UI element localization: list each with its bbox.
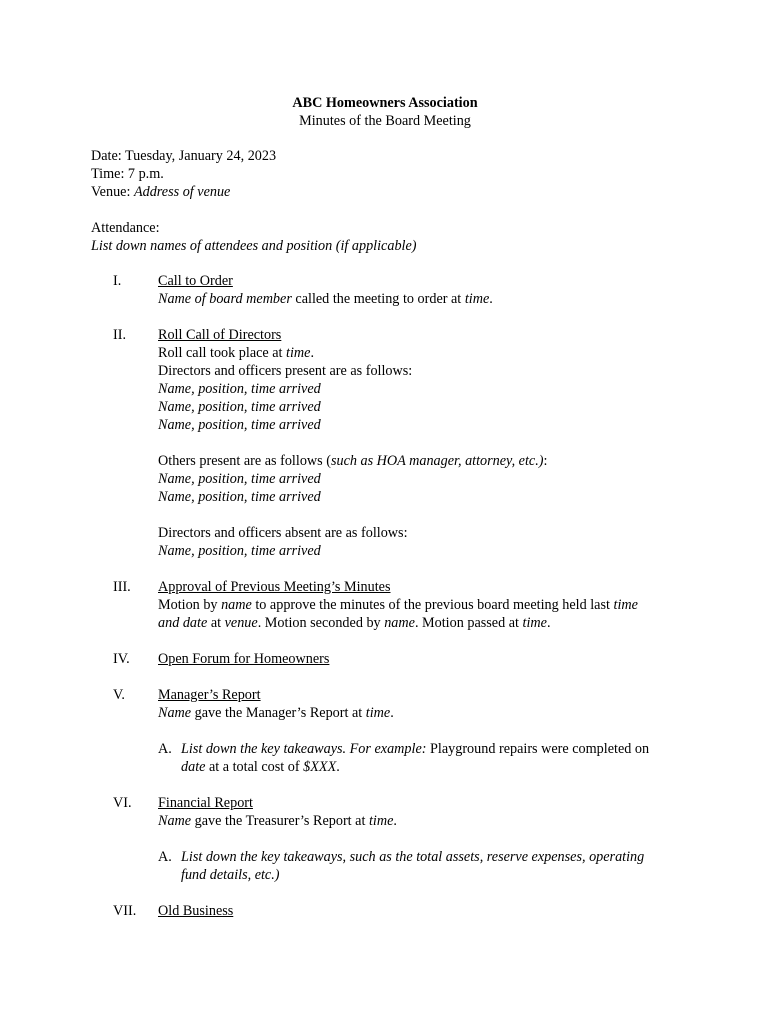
meeting-details (91, 147, 691, 201)
section-text: Name gave the Manager’s Report at time. (158, 705, 394, 721)
section-roll-call (91, 326, 691, 560)
section-managers-report (91, 686, 691, 776)
section-text: Others present are as follows (such as HOA manager, attorney, etc.): (158, 453, 548, 469)
section-number: VI. (113, 795, 132, 811)
list-item-letter: A. (158, 849, 172, 865)
section-text: Roll call took place at time. (158, 345, 315, 361)
venue-label: Venue: (91, 184, 134, 200)
section-number: III. (113, 579, 131, 595)
meeting-time: Time: 7 p.m. (91, 166, 164, 182)
attendee-entry: Name, position, time arrived (158, 399, 321, 415)
section-title: Manager’s Report (158, 687, 261, 703)
attendance-hint: List down names of attendees and position (if applicable) (91, 238, 417, 254)
section-approval-minutes (91, 578, 691, 632)
attendance-label: Attendance: (91, 220, 160, 236)
list-item: A. List down the key takeaways. For example: Playground repairs were completed on date at a total cost of $XXX. (158, 741, 650, 775)
section-text: Directors and officers absent are as follows: (158, 525, 408, 541)
section-number: IV. (113, 651, 130, 667)
section-open-forum (91, 650, 691, 668)
attendee-entry: Name, position, time arrived (158, 417, 321, 433)
section-title: Old Business (158, 903, 234, 919)
attendance-block (91, 219, 691, 255)
attendee-entry: Name, position, time arrived (158, 381, 321, 397)
section-title: Approval of Previous Meeting’s Minutes (158, 579, 391, 595)
meeting-date: Date: Tuesday, January 24, 2023 (91, 148, 277, 164)
list-item: A. List down the key takeaways, such as the total assets, reserve expenses, operating fund details, etc.) (158, 849, 645, 883)
section-text: and date at venue. Motion seconded by name. Motion passed at time. (158, 615, 551, 631)
section-title: Open Forum for Homeowners (158, 651, 330, 667)
section-financial-report (91, 794, 691, 884)
section-text: Motion by name to approve the minutes of the previous board meeting held last time (158, 597, 638, 613)
meeting-venue (91, 183, 691, 201)
section-title: Financial Report (158, 795, 253, 811)
section-title: Call to Order (158, 273, 233, 289)
section-text: Name of board member called the meeting to order at time. (158, 291, 493, 307)
section-call-to-order (91, 272, 691, 308)
section-old-business (91, 902, 691, 920)
section-number: V. (113, 687, 125, 703)
list-item-letter: A. (158, 741, 172, 757)
section-number: I. (113, 273, 122, 289)
document-header (0, 94, 770, 130)
attendee-entry: Name, position, time arrived (158, 471, 321, 487)
section-number: VII. (113, 903, 137, 919)
section-number: II. (113, 327, 126, 343)
document-title: Minutes of the Board Meeting (299, 113, 471, 129)
section-text: Name gave the Treasurer’s Report at time. (158, 813, 397, 829)
agenda-sections (91, 272, 691, 920)
association-name: ABC Homeowners Association (292, 95, 478, 111)
venue-value: Address of venue (133, 184, 231, 200)
section-text: Directors and officers present are as follows: (158, 363, 413, 379)
attendee-entry: Name, position, time arrived (158, 489, 321, 505)
attendee-entry: Name, position, time arrived (158, 543, 321, 559)
section-title: Roll Call of Directors (158, 327, 282, 343)
